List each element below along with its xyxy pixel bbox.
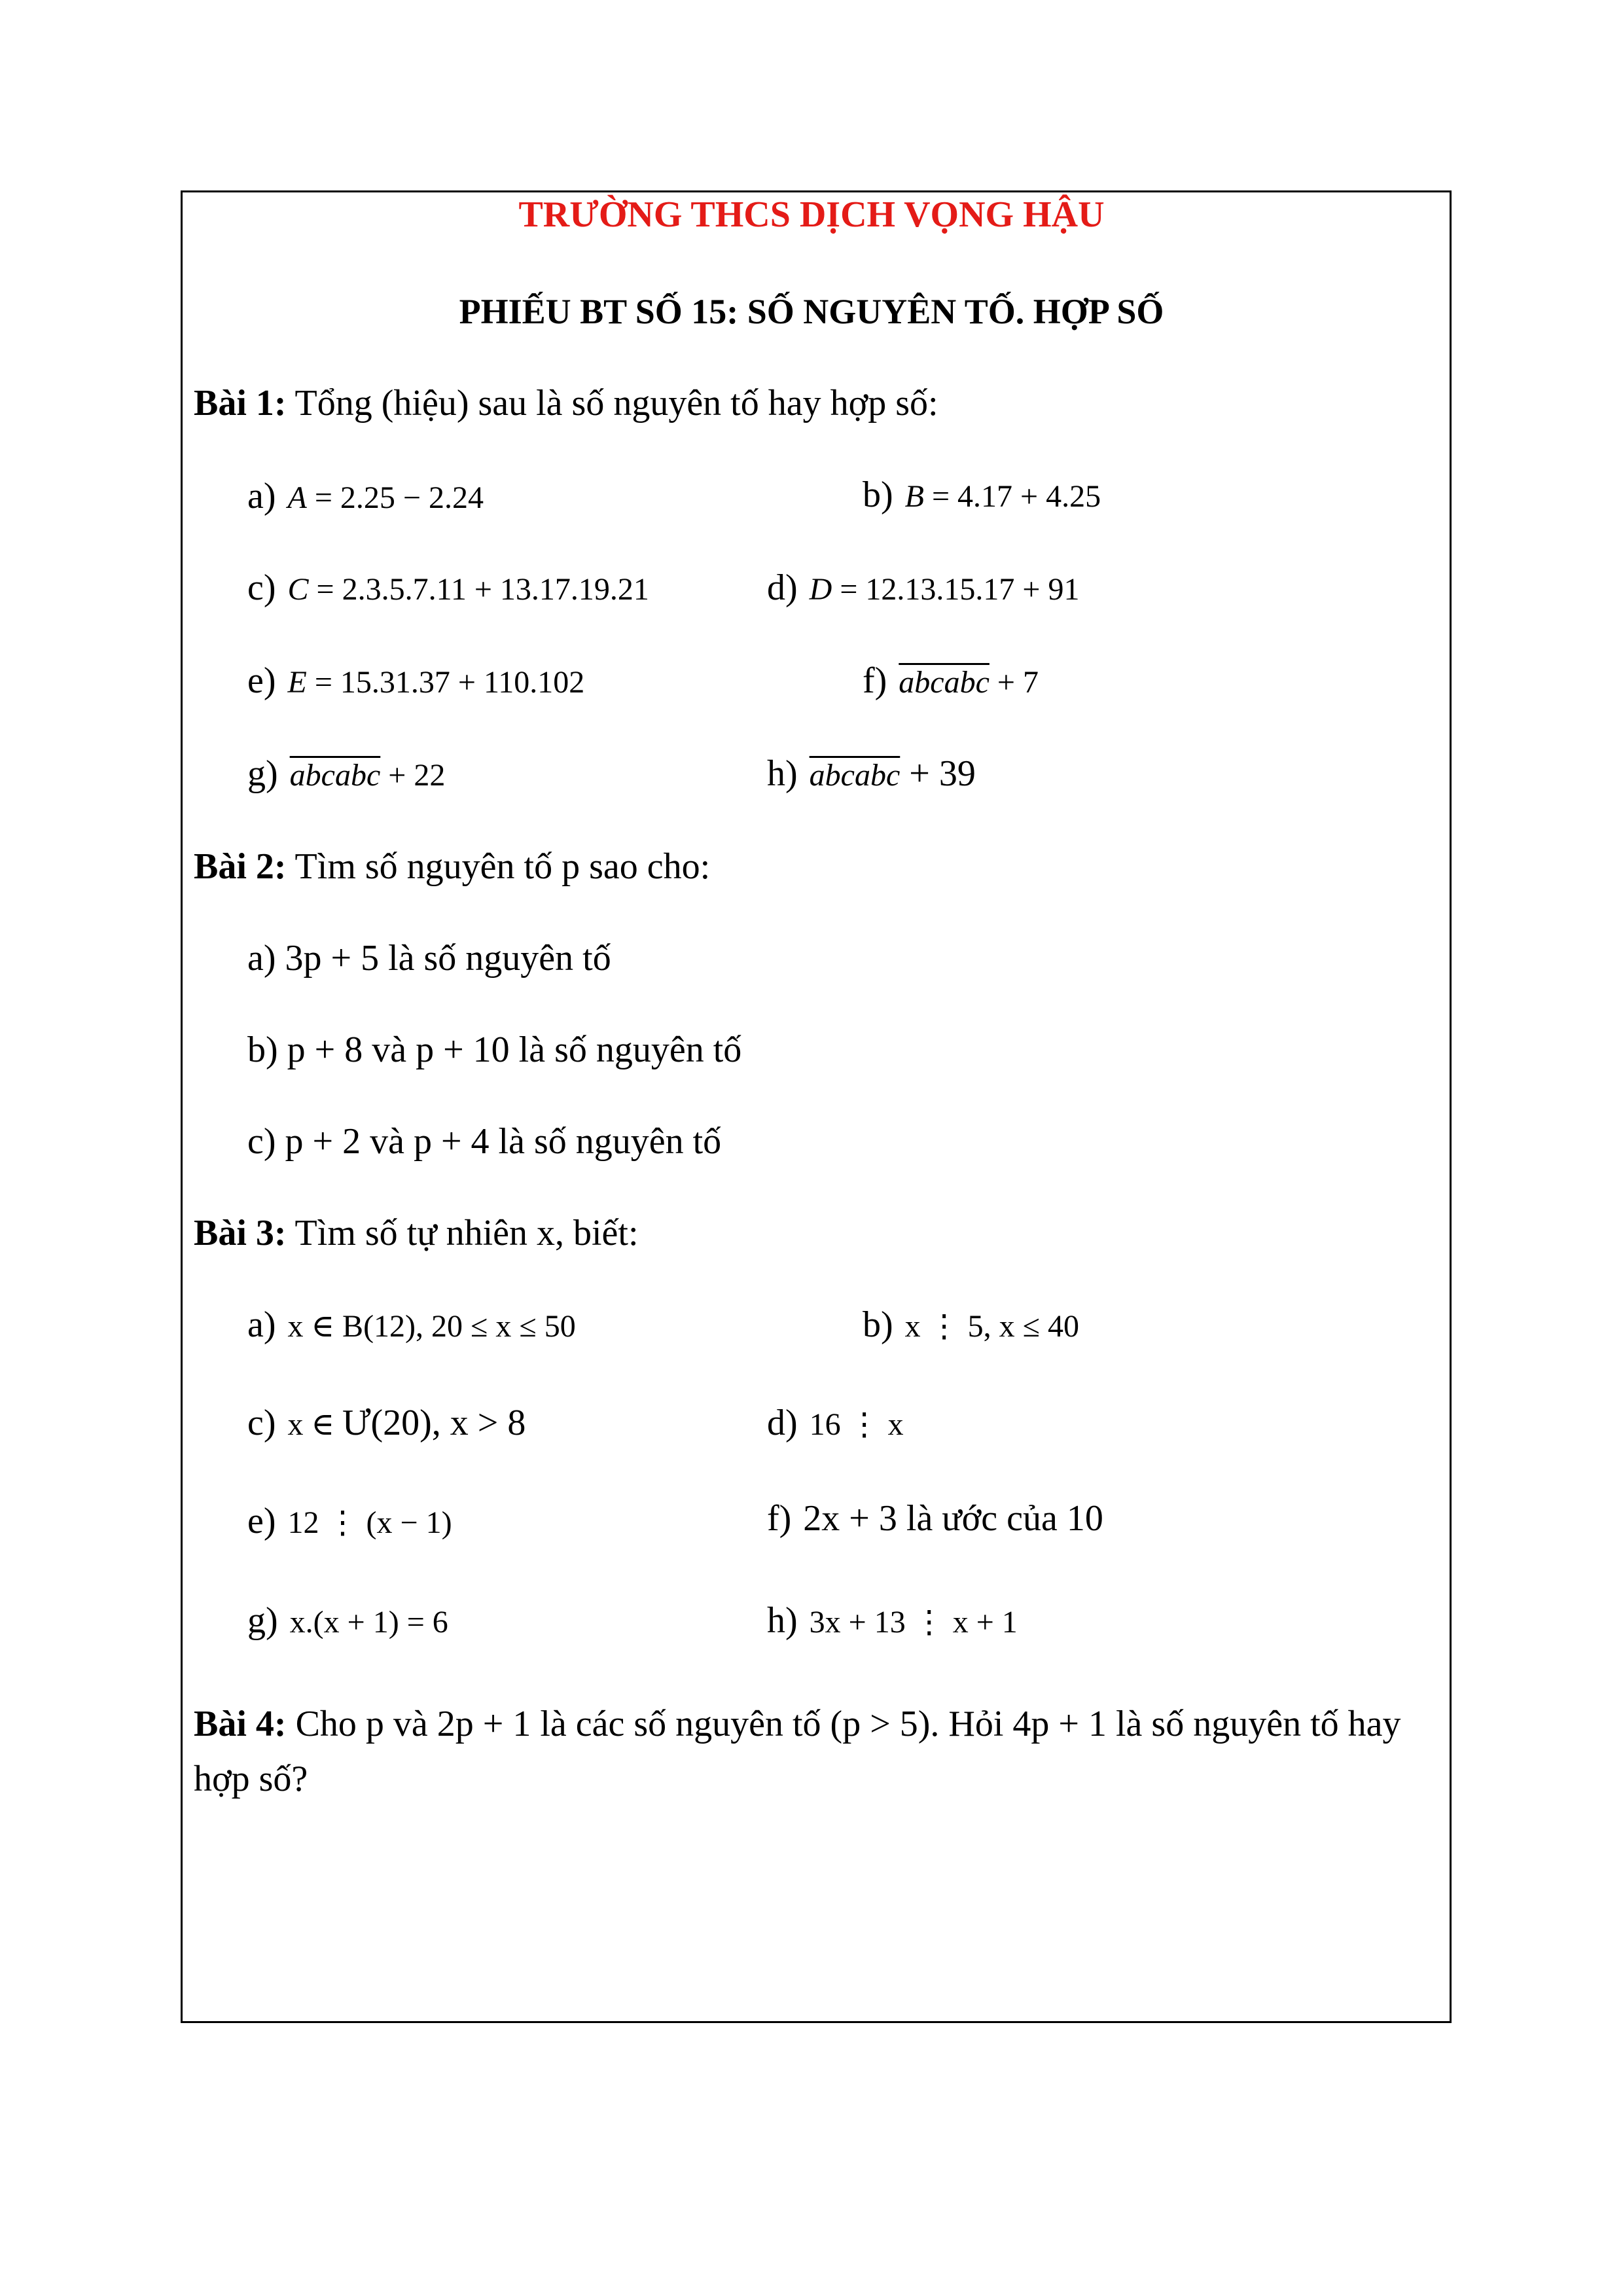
- question-2-heading: [194, 846, 710, 888]
- question-4-label: Bài 4:: [194, 1704, 287, 1744]
- q1-item-g: [247, 753, 445, 797]
- q1-item-label: b): [863, 475, 893, 515]
- q1-expr-var: B: [904, 479, 924, 514]
- q3-item-b: [863, 1304, 1079, 1348]
- q1-expr-var: D: [809, 572, 832, 607]
- q1-expr-value: = 12.13.15.17 + 91: [832, 572, 1080, 607]
- q1-item-b: [863, 474, 1101, 518]
- q3-item-e: [247, 1500, 452, 1544]
- q3-expr: x ∈ B(12), 20 ≤ x ≤ 50: [287, 1309, 576, 1344]
- q2-item-a: a) 3p + 5 là số nguyên tố: [247, 938, 611, 978]
- question-4-text: Cho p và 2p + 1 là các số nguyên tố (p > 5). Hỏi 4p + 1 là số nguyên tố hay hợp số?: [194, 1704, 1401, 1799]
- q3-item-label: f): [767, 1498, 792, 1539]
- q3-item-d: [767, 1402, 904, 1446]
- q1-item-a: [247, 475, 484, 519]
- q3-item-label: g): [247, 1600, 278, 1641]
- q1-item-label: g): [247, 753, 278, 794]
- q1-item-label: e): [247, 660, 276, 701]
- question-2-label: Bài 2:: [194, 846, 287, 887]
- q3-item-h: [767, 1600, 1018, 1643]
- question-3-text: Tìm số tự nhiên x, biết:: [286, 1213, 639, 1253]
- q1-expr-value: = 4.17 + 4.25: [923, 479, 1101, 514]
- question-1-text: Tổng (hiệu) sau là số nguyên tố hay hợp số:: [286, 383, 938, 423]
- q1-overline-number: abcabc: [899, 665, 990, 700]
- q3-expr: x ⋮ 5, x ≤ 40: [904, 1309, 1079, 1344]
- q3-expr: 2x + 3 là ước của 10: [803, 1498, 1103, 1539]
- question-3-label: Bài 3:: [194, 1213, 287, 1253]
- q3-expr: 3x + 13 ⋮ x + 1: [809, 1605, 1018, 1640]
- q1-expr-value: + 22: [380, 758, 446, 793]
- q3-item-g: [247, 1600, 448, 1643]
- q1-item-label: f): [863, 660, 887, 701]
- q1-item-d: [767, 567, 1079, 611]
- q1-expr-value: = 2.25 − 2.24: [306, 480, 484, 515]
- question-1-label: Bài 1:: [194, 383, 287, 423]
- q3-item-label: b): [863, 1304, 893, 1345]
- school-name: TRƯỜNG THCS DỊCH VỌNG HẬU: [518, 194, 1105, 235]
- q3-item-a: [247, 1304, 576, 1348]
- q1-item-h: [767, 753, 976, 797]
- q1-expr-value: = 15.31.37 + 110.102: [306, 665, 585, 700]
- q3-item-f: [767, 1498, 1103, 1539]
- q3-expr: 12 ⋮ (x − 1): [287, 1505, 452, 1540]
- q1-item-label: d): [767, 567, 798, 608]
- q1-expr-value: = 2.3.5.7.11 + 13.17.19.21: [308, 572, 649, 607]
- question-3-heading: [194, 1212, 639, 1254]
- q3-expr: 16 ⋮ x: [809, 1407, 904, 1442]
- q1-item-c: [247, 567, 649, 611]
- q1-overline-number: abcabc: [809, 758, 901, 793]
- q3-expr: x ∈: [287, 1407, 343, 1442]
- q3-item-label: a): [247, 1304, 276, 1345]
- q2-item-b: b) p + 8 và p + 10 là số nguyên tố: [247, 1030, 742, 1070]
- question-2-text: Tìm số nguyên tố p sao cho:: [286, 846, 711, 887]
- q3-item-label: e): [247, 1501, 276, 1541]
- q3-item-c: [247, 1402, 526, 1446]
- q2-item-c: c) p + 2 và p + 4 là số nguyên tố: [247, 1121, 722, 1162]
- q1-expr-var: C: [287, 572, 309, 607]
- question-4: [194, 1696, 1447, 1806]
- q1-item-label: h): [767, 753, 798, 794]
- q3-item-label: d): [767, 1403, 798, 1443]
- q3-expr: Ư(20), x > 8: [342, 1403, 526, 1443]
- question-1-heading: [194, 382, 938, 424]
- q1-item-label: a): [247, 476, 276, 516]
- q3-item-label: h): [767, 1600, 798, 1641]
- q1-item-f: [863, 660, 1039, 704]
- q1-expr-var: A: [287, 480, 307, 515]
- q1-item-label: c): [247, 567, 276, 608]
- q1-expr-var: E: [287, 665, 307, 700]
- q1-expr-value: + 7: [989, 665, 1039, 700]
- q1-expr-value: + 39: [900, 753, 976, 794]
- q3-item-label: c): [247, 1403, 276, 1443]
- q1-item-e: [247, 660, 584, 704]
- worksheet-title: PHIẾU BT SỐ 15: SỐ NGUYÊN TỐ. HỢP SỐ: [459, 292, 1164, 331]
- q1-overline-number: abcabc: [289, 758, 381, 793]
- q3-expr: x.(x + 1) = 6: [289, 1605, 448, 1640]
